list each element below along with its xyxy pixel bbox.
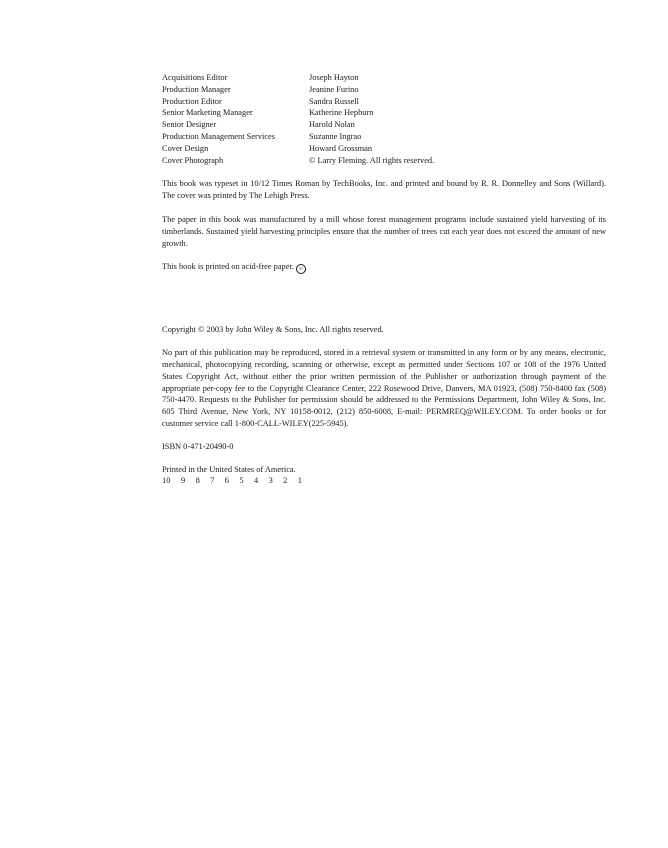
isbn: ISBN 0-471-20490-0 <box>162 441 234 451</box>
printed-in: Printed in the United States of America. <box>162 464 296 474</box>
copyright-page <box>162 72 606 487</box>
printing-number: 4 <box>253 476 259 486</box>
production-credits <box>162 72 606 166</box>
credit-name: Harold Nolan <box>309 120 355 130</box>
credit-name: Joseph Hayton <box>309 73 359 82</box>
printing-number: 9 <box>181 476 186 486</box>
credit-role: Acquisitions Editor <box>162 73 228 82</box>
credit-row <box>162 119 606 131</box>
paper-note: The paper in this book was manufactured by a mill whose forest management programs include sustained yield harvesting of its timberlands. Sustained yield harvesting principles ensure that the number of trees cut each year does not exceed the amount of new growth. <box>162 214 606 248</box>
credit-row <box>162 131 606 143</box>
credit-name: Jeanine Furino <box>309 84 359 94</box>
printing-number: 2 <box>283 476 288 486</box>
rights-notice: No part of this publication may be reproduced, stored in a retrieval system or transmitted in any form or by any means, electronic, mechanical, photocopying recording, scanning or otherwise, except as permitted under Sections 107 or 108 of the 1976 United States Copyright Act, without either the prior written permission of the Publisher or authorization through payment of the appropriate per-copy fee to the Copyright Clearance Center, 222 Rosewood Drive, Danvers, MA 01923, (508) 750-8400 fax (508) 750-4470. Requests to the Publisher for permission should be addressed to the Permissions Department, John Wiley & Sons, Inc. 605 Third Avenue, New York, NY 10158-0012, (212) 850-6008, E-mail: PERMREQ@WILEY.COM. To order books or for customer service call 1-800-CALL-WILEY(225-5945). <box>162 348 606 428</box>
credit-role: Production Management Services <box>162 131 276 141</box>
credit-role: Production Editor <box>162 96 222 106</box>
printing-number: 3 <box>268 476 273 486</box>
acid-free-note <box>162 261 606 274</box>
credit-row <box>162 143 606 155</box>
credit-name: Howard Grossman <box>309 143 373 153</box>
printing-number: 5 <box>239 476 244 486</box>
printing-number-line <box>162 475 606 487</box>
credit-name: Katherine Hepburn <box>309 108 374 118</box>
credit-role: Cover Photograph <box>162 155 224 165</box>
credit-role: Senior Designer <box>162 120 217 130</box>
credit-row <box>162 155 606 167</box>
credit-row <box>162 107 606 119</box>
credit-role: Senior Marketing Manager <box>162 108 253 118</box>
credit-role: Production Manager <box>162 84 231 94</box>
credit-row <box>162 96 606 108</box>
printing-number: 6 <box>224 476 229 486</box>
acid-free-text: This book is printed on acid-free paper. <box>162 262 294 272</box>
printing-number: 7 <box>210 476 215 486</box>
copyright-line: Copyright © 2003 by John Wiley & Sons, Inc. All rights reserved. <box>162 325 384 335</box>
credit-name: Sandra Russell <box>309 96 360 106</box>
printing-number: 10 <box>162 476 171 486</box>
credit-name: © Larry Fleming. All rights reserved. <box>309 155 435 165</box>
copyright-block <box>162 324 606 487</box>
printing-number: 1 <box>297 476 302 486</box>
credit-name: Suzanne Ingrao <box>309 131 362 141</box>
credit-role: Cover Design <box>162 143 209 153</box>
acid-free-paper-icon: ∞ <box>296 264 306 274</box>
credit-row <box>162 72 606 84</box>
credit-row <box>162 84 606 96</box>
printing-number: 8 <box>195 476 200 486</box>
typeset-note: This book was typeset in 10/12 Times Roman by TechBooks, Inc. and printed and bound by R. R. Donnelley and Sons (Willard). The cover was printed by The Lehigh Press. <box>162 179 606 201</box>
